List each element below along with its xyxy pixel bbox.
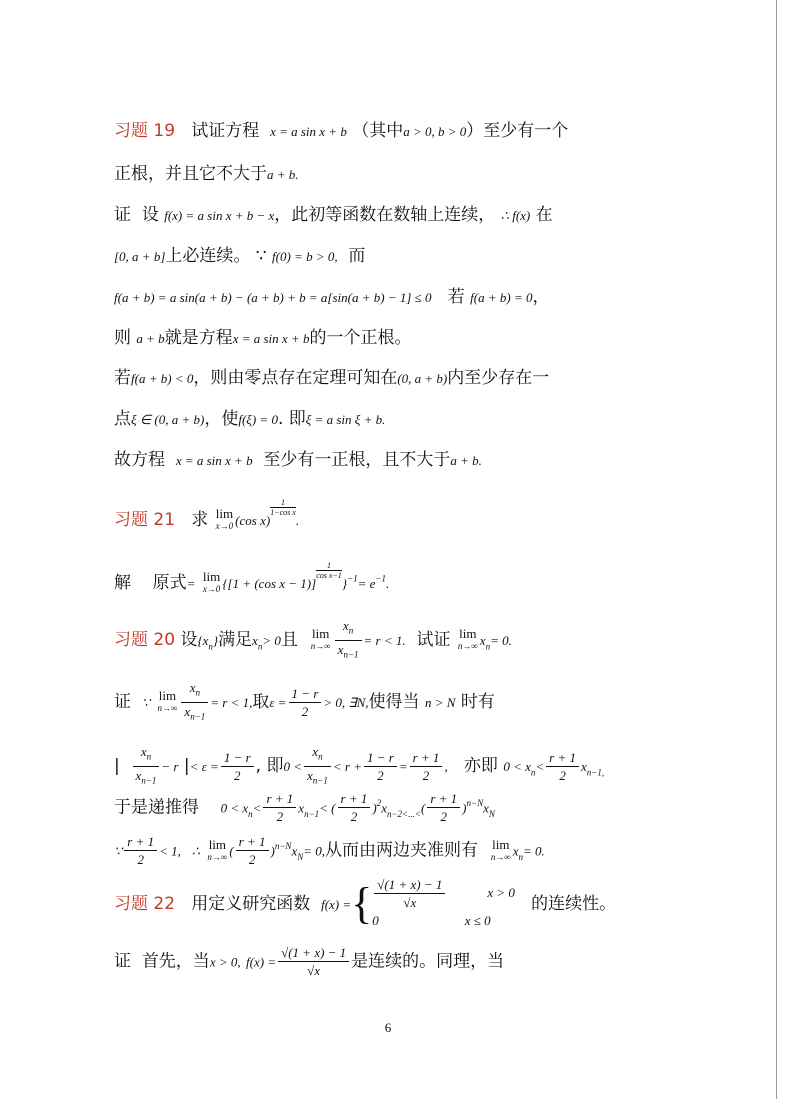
equation: x = a sin x + b: [270, 124, 347, 139]
text: 亦即: [463, 756, 498, 777]
num: r + 1: [124, 834, 157, 851]
den: x: [307, 767, 313, 783]
piece-2-expr: 0: [372, 913, 379, 928]
expr: < 1,: [159, 843, 181, 859]
page-number: 6: [384, 1020, 392, 1035]
problem-19-statement-cont: [114, 163, 299, 186]
equation: x = a sin x + b: [175, 453, 253, 468]
text: , 即: [255, 756, 284, 777]
den: 2: [422, 767, 430, 783]
eps-frac: [289, 686, 322, 719]
proof-19-line-7: [114, 449, 482, 472]
punct: ，: [532, 287, 550, 307]
text: ，使: [204, 409, 239, 429]
expr: 0 < x: [220, 800, 249, 816]
rplus-frac: [263, 791, 296, 824]
num: r + 1: [410, 750, 443, 767]
rplus-frac: [427, 791, 460, 824]
problem-19-statement: [114, 120, 568, 143]
text: 使得当: [368, 692, 420, 713]
exponent-fraction: [270, 498, 296, 517]
text: 于是递推得: [114, 797, 199, 818]
lim-text: lim: [215, 506, 234, 521]
limit: [490, 836, 511, 863]
sub: n: [195, 687, 200, 698]
exp: −1: [375, 573, 386, 584]
lim-sub: n→∞: [457, 641, 478, 652]
lim-text: lim: [158, 688, 177, 704]
den: x: [337, 641, 344, 657]
paren: ): [462, 800, 467, 816]
text: （其中: [352, 121, 404, 141]
text: 则: [114, 328, 131, 348]
text: ，此初等函数在数轴上连续，: [274, 205, 496, 225]
limit: [158, 690, 178, 714]
expr: 0 <: [283, 759, 302, 775]
problem-20-statement: [114, 618, 512, 662]
inequality: f(a + b) = a sin(a + b) − (a + b) + b = a[sin(a + b) − 1] ≤ 0: [114, 290, 432, 305]
den: 2: [440, 809, 447, 824]
proof-19-line-1: [114, 204, 553, 227]
limit: [216, 508, 234, 532]
text: 点: [114, 409, 131, 429]
because-symbol: ∵: [255, 246, 267, 266]
den: 2: [559, 767, 566, 783]
exp-den: 1−cos x: [270, 508, 296, 517]
text: ，则由零点存在定理可知在: [193, 368, 398, 388]
den: 2: [350, 809, 358, 824]
abs-bar: |: [183, 756, 190, 777]
problem-22-statement: [114, 876, 616, 932]
problem-21-label: 习题 21: [114, 510, 176, 530]
seq-close: }: [212, 633, 219, 649]
num: √(1 + x) − 1: [278, 945, 349, 962]
text: 满足: [218, 630, 253, 651]
sub: n−1: [312, 775, 328, 786]
expr: f(a + b) < 0: [131, 371, 194, 386]
text: 设: [141, 205, 159, 225]
text: 至少有一正根，且不大于: [263, 450, 451, 470]
base: (cos x): [235, 513, 271, 528]
lim-text: lim: [202, 569, 221, 584]
text: 的一个正根。: [309, 328, 412, 348]
exp: n−N: [466, 797, 484, 808]
ratio: [133, 744, 160, 788]
text: 是连续的。同理，当: [351, 951, 505, 972]
expr: ∴ f(x): [500, 208, 531, 223]
rplus-frac: [236, 834, 269, 867]
sub: n: [208, 641, 213, 652]
expr: ε =: [269, 695, 287, 711]
exp: −1: [347, 573, 358, 584]
expr: f(0) = b > 0,: [272, 249, 338, 264]
text: 的连续性。: [531, 894, 617, 914]
text: . 即: [277, 409, 306, 429]
num: x: [342, 618, 349, 633]
num: r + 1: [546, 750, 579, 767]
solution-label: 解: [114, 573, 131, 593]
problem-19-label: 习题 19: [114, 121, 176, 141]
expr: f(ξ) = 0: [238, 412, 278, 427]
expr: < ε =: [189, 759, 219, 775]
var: x: [483, 800, 489, 816]
lim-text: lim: [208, 836, 227, 852]
piece-1-cond: x > 0: [487, 885, 515, 900]
paren: ): [372, 800, 377, 816]
close: }: [341, 576, 348, 591]
exponent-fraction: [316, 561, 342, 580]
text: 正根，并且它不大于: [114, 164, 267, 184]
expr: f(a + b) = 0: [470, 290, 533, 305]
var: x: [580, 759, 587, 775]
num: x: [189, 680, 196, 695]
sub: N: [297, 851, 304, 862]
den: 2: [276, 809, 284, 824]
num: r + 1: [236, 834, 269, 851]
text: 试证: [416, 630, 451, 651]
text: 原式: [152, 573, 187, 593]
lim-sub: x→0: [215, 521, 234, 531]
punct: .: [478, 453, 482, 468]
paren: (: [420, 800, 426, 816]
text: 若: [114, 368, 131, 388]
fx: f(x) =: [246, 954, 277, 970]
den: 2: [301, 703, 309, 719]
proof-label: 证: [114, 205, 131, 225]
condition: a > 0, b > 0: [403, 124, 467, 139]
expr: a + b: [136, 331, 165, 346]
num: 1 − r: [289, 686, 322, 703]
text: ）至少有一个: [466, 121, 569, 141]
therefore-symbol: ∴: [191, 843, 200, 859]
num: 1 − r: [221, 750, 254, 767]
equation: ξ = a sin ξ + b.: [305, 412, 386, 427]
cond: > 0: [262, 633, 281, 649]
lim-sub: n→∞: [490, 851, 511, 862]
seq: {x: [197, 633, 209, 649]
num: r + 1: [427, 791, 460, 808]
lim-sub: n→∞: [310, 641, 331, 652]
text: 就是方程: [164, 328, 233, 348]
num: 1 − r: [364, 750, 397, 767]
rplus-frac: [546, 750, 579, 783]
expr: − r: [161, 759, 179, 775]
sub: n: [257, 641, 263, 652]
sub: n: [248, 808, 253, 819]
text: 而: [348, 246, 366, 266]
ratio: [304, 744, 331, 788]
text: 时有: [460, 692, 495, 713]
sub: n: [348, 625, 354, 636]
punct: .: [295, 513, 300, 528]
text: 内至少存在一: [447, 368, 550, 388]
page-right-border: [776, 0, 777, 1099]
text: 且: [280, 630, 298, 651]
expr: ξ ∈ (0, a + b): [131, 412, 205, 427]
num: r + 1: [263, 791, 296, 808]
problem-20-label: 习题 20: [114, 630, 176, 651]
num: r + 1: [338, 791, 371, 808]
problem-21-statement: [114, 498, 299, 532]
den: x: [184, 703, 191, 719]
expr: > 0, ∃N,: [323, 695, 369, 711]
punct: ,: [444, 759, 448, 775]
because-symbol: ∵: [141, 695, 151, 711]
den: 2: [137, 852, 144, 867]
proof-19-line-2: [114, 245, 365, 268]
text: 首先，当: [141, 951, 210, 972]
var: x: [479, 633, 486, 649]
sub: n−1: [190, 711, 206, 722]
piecewise-brace: {: [351, 879, 373, 928]
lim-text: lim: [492, 836, 510, 852]
because-symbol: ∵: [114, 843, 123, 859]
sub: n−1: [141, 775, 157, 786]
var: x: [252, 633, 258, 649]
proof-20-line-3: [114, 791, 495, 825]
text: 上必连续。: [165, 246, 251, 266]
exp-num: 1: [316, 561, 342, 571]
expr: a + b: [267, 167, 296, 182]
sub: n: [146, 751, 152, 762]
proof-20-line-2: [114, 744, 604, 788]
num: √(1 + x) − 1: [374, 877, 445, 894]
den: x: [135, 767, 142, 783]
den: 2: [248, 852, 256, 867]
limit: [311, 628, 331, 652]
lim-text: lim: [312, 626, 330, 642]
var: x: [291, 843, 298, 859]
result: = e: [357, 576, 376, 591]
fraction: [278, 945, 349, 978]
text: 求: [191, 510, 209, 530]
expr: < r +: [332, 759, 362, 775]
text: 从而由两边夹准则有: [325, 840, 479, 861]
proof-label: 证: [114, 692, 131, 713]
eps-frac: [221, 750, 254, 783]
sub: n−1: [304, 808, 320, 819]
piece-2-cond: x ≤ 0: [464, 913, 491, 928]
limit: [207, 836, 228, 863]
limit: [203, 571, 221, 595]
piece-1-expr: [374, 877, 445, 910]
text: 设: [180, 630, 198, 651]
var: x: [298, 800, 305, 816]
lim-sub: x→0: [202, 584, 221, 594]
den: 2: [233, 767, 241, 783]
rplus-frac: [410, 750, 443, 783]
solution-21: [114, 561, 389, 595]
lim-sub: n→∞: [157, 703, 178, 714]
sub: n: [518, 851, 524, 862]
paren: ): [270, 843, 275, 859]
fx: f(x) =: [321, 897, 352, 912]
expr: = 0,: [303, 843, 326, 859]
interval: (0, a + b): [397, 371, 448, 386]
ratio: [181, 680, 208, 724]
interval: [0, a + b]: [114, 249, 166, 264]
expr: x > 0,: [209, 954, 241, 970]
proof-label: 证: [114, 951, 131, 972]
zero: = 0.: [490, 633, 512, 649]
text: 用定义研究函数: [191, 894, 311, 914]
eq: =: [398, 759, 408, 775]
exp-num: 1: [270, 498, 296, 508]
sub: n: [318, 751, 323, 762]
exp: n−N: [274, 840, 292, 851]
zero: = 0.: [523, 843, 545, 859]
den: 2: [377, 767, 384, 783]
abs-bar: |: [114, 756, 120, 777]
paren: (: [229, 843, 234, 859]
text: 在: [535, 205, 553, 225]
proof-19-line-6: [114, 408, 385, 431]
problem-22-label: 习题 22: [114, 894, 176, 914]
proof-22-line-1: [114, 945, 504, 978]
tail: = r < 1.: [363, 633, 406, 649]
lt: <: [252, 800, 262, 816]
sub: N: [488, 808, 495, 819]
text: 若: [447, 287, 465, 307]
den: √x: [403, 894, 417, 910]
text: 试证方程: [191, 121, 260, 141]
lim-text: lim: [459, 626, 477, 642]
exp-den: cos x−1: [316, 571, 342, 580]
rplus-frac: [338, 791, 371, 824]
punct: .: [385, 576, 390, 591]
proof-19-line-4: [114, 327, 411, 350]
body: {[1 + (cos x − 1)]: [222, 576, 317, 591]
exp: 2: [376, 797, 382, 808]
proof-20-line-4: [114, 834, 545, 868]
expr: = r < 1,: [210, 695, 253, 711]
lt: <: [535, 759, 545, 775]
text: 取: [252, 692, 270, 713]
punct: .: [295, 167, 299, 182]
limit: [458, 628, 478, 652]
sub: n−1,: [586, 767, 605, 778]
ratio: [335, 618, 362, 662]
var: x: [381, 800, 387, 816]
expr: 0 < x: [503, 759, 531, 775]
proof-20-line-1: [114, 680, 495, 724]
piecewise-cases: [372, 876, 515, 932]
text: 故方程: [114, 450, 165, 470]
proof-19-line-5: [114, 367, 549, 390]
eq-sign: =: [186, 576, 196, 591]
function-def: f(x) = a sin x + b − x: [164, 208, 275, 223]
sub: n−2<...<: [386, 808, 421, 819]
sub: n−1: [343, 649, 359, 660]
eps-frac: [364, 750, 397, 783]
sub: n: [530, 767, 536, 778]
expr: a + b: [450, 453, 479, 468]
expr: n > N: [424, 695, 456, 711]
expr: < (: [319, 800, 336, 816]
num: x: [312, 744, 319, 759]
lim-sub: n→∞: [207, 851, 228, 862]
var: x: [512, 843, 519, 859]
sub: n: [485, 641, 491, 652]
num: x: [140, 744, 147, 759]
proof-19-line-3: [114, 286, 550, 309]
den: √x: [307, 963, 321, 978]
equation: x = a sin x + b: [232, 331, 310, 346]
rplus-frac: [124, 834, 157, 867]
